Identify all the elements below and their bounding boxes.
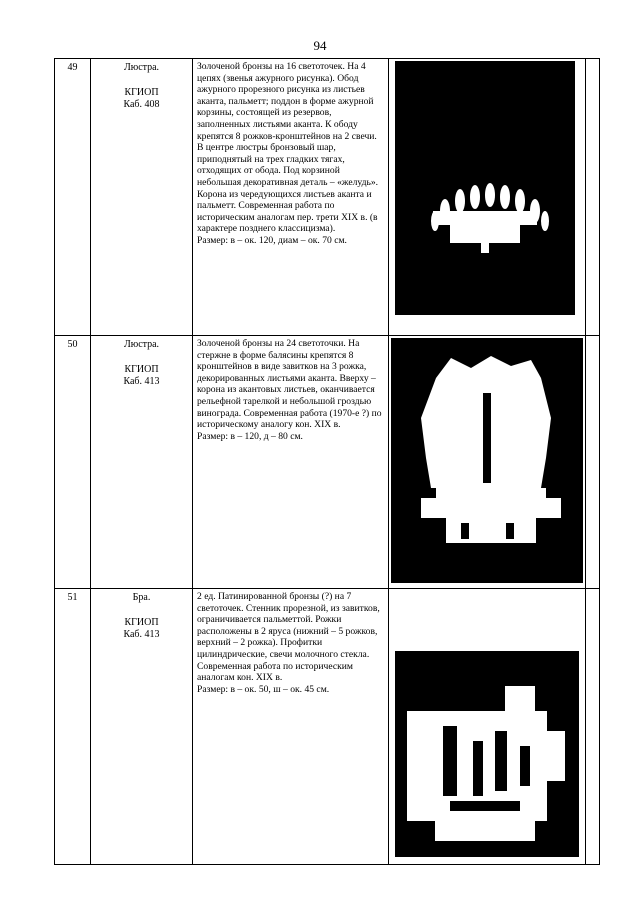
item-size: Размер: в – 120, д – 80 см. xyxy=(197,430,303,442)
item-name: Бра. xyxy=(132,592,151,603)
table-row xyxy=(55,59,600,336)
item-room: Каб. 413 xyxy=(123,376,160,387)
item-name-cell xyxy=(91,336,193,589)
photo-cell xyxy=(389,59,586,336)
chandelier-photo xyxy=(395,61,575,315)
photo-cell xyxy=(389,589,586,865)
item-size: Размер: в – ок. 120, диам – ок. 70 см. xyxy=(197,234,347,246)
item-number: 50 xyxy=(55,336,91,589)
item-description: Золоченой бронзы на 24 светоточки. На стержне в форме балясины крепятся 8 кронштейнов в виде завитков на 3 рожка, декорированных листьями аканта. Вверху – корона из акантовых листьев, оканчивается рельефной тарелкой и небольшой гроздью винограда. Современная работа (1970-е ?) по историческому аналогу кон. XIX в. xyxy=(197,338,382,431)
sconce-photo xyxy=(395,651,579,857)
item-description-cell xyxy=(193,336,389,589)
item-owner: КГИОП xyxy=(124,364,159,375)
photo-cell xyxy=(389,336,586,589)
item-description-cell xyxy=(193,59,389,336)
chandelier-photo xyxy=(391,338,583,583)
item-description: Золоченой бронзы на 16 светоточек. На 4 цепях (звенья ажурного рисунка). Обод ажурного прорезного рисунка из листьев аканта, пальметт; поддон в форме ажурной корзины, состоящей из резервов, заполненных листьями аканта. К ободу крепятся 8 рожков-кронштейнов на 2 свечи. В центре люстры бронзовый шар, приподнятый на трех гладких тягах, отходящих от обода. Под корзиной небольшая декоративная деталь – «желудь». Корона из чередующихся листьев аканта и пальметт. Современная работа по историческим аналогам пер. трети XIX в. (в характере позднего классицизма). xyxy=(197,61,379,235)
page-number: 94 xyxy=(313,38,327,53)
item-room: Каб. 413 xyxy=(123,629,160,640)
inventory-table xyxy=(54,58,600,865)
item-owner: КГИОП xyxy=(124,87,159,98)
item-size: Размер: в – ок. 50, ш – ок. 45 см. xyxy=(197,683,330,695)
item-name: Люстра. xyxy=(123,339,160,350)
item-name: Люстра. xyxy=(123,62,160,73)
item-description-cell xyxy=(193,589,389,865)
item-name-cell xyxy=(91,59,193,336)
item-room: Каб. 408 xyxy=(123,99,160,110)
item-number: 51 xyxy=(55,589,91,865)
item-number: 49 xyxy=(55,59,91,336)
item-owner: КГИОП xyxy=(124,617,159,628)
table-row xyxy=(55,589,600,865)
item-description: 2 ед. Патинированной бронзы (?) на 7 светоточек. Стенник прорезной, из завитков, ограничивается пальметтой. Рожки расположены в 2 яруса (нижний – 5 рожков, верхний – 2 рожка). Профитки цилиндрические, свечи молочного стекла. Современная работа по историческим аналогам кон. XIX в. xyxy=(197,591,380,684)
table-row xyxy=(55,336,600,589)
item-name-cell xyxy=(91,589,193,865)
